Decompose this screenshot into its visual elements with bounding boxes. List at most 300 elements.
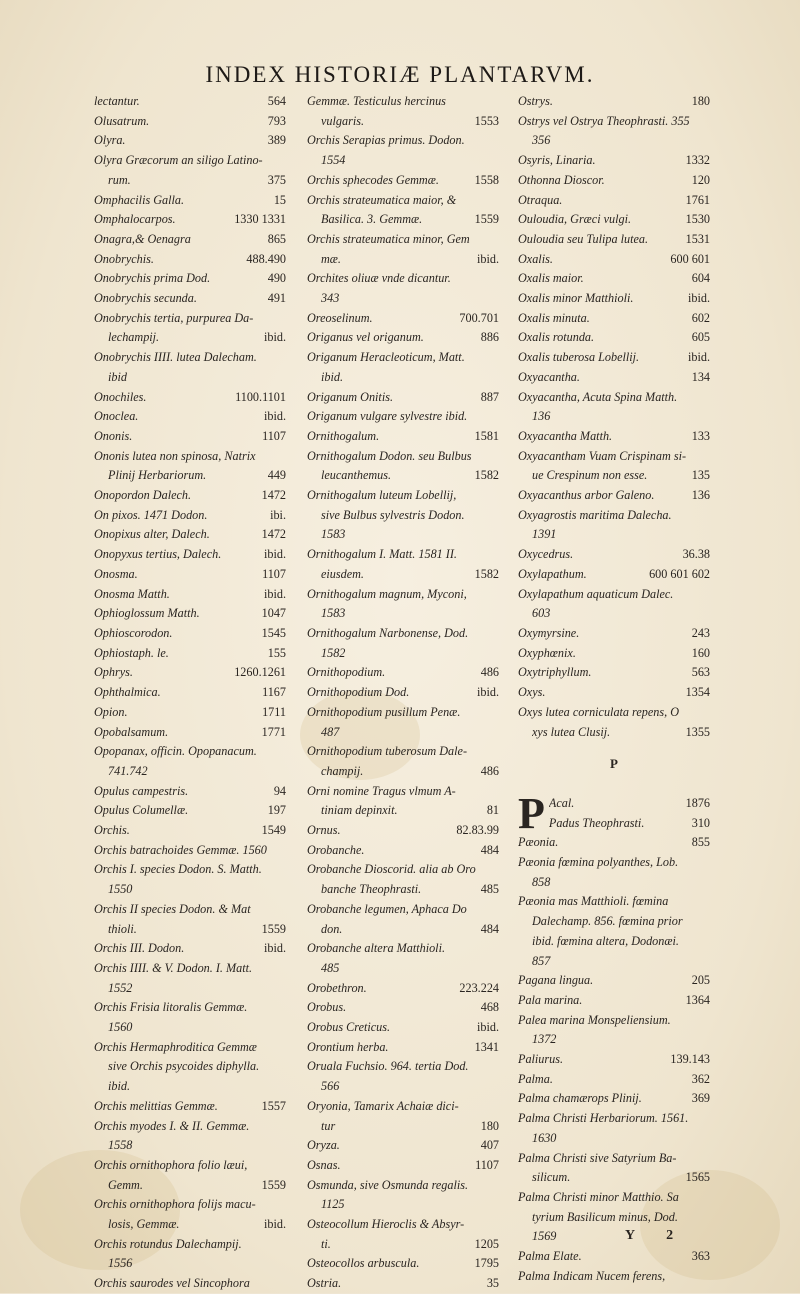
entry-text: Onoclea. (94, 409, 139, 424)
entry-page: 1771 (261, 724, 286, 739)
entry-page: 1559 (474, 212, 499, 227)
entry-page: 15 (273, 192, 286, 207)
entry-text: 1556 (108, 1256, 133, 1271)
entry-page: 486 (480, 763, 499, 778)
entry-text: tyrium Basilicum minus, Dod. (532, 1209, 678, 1224)
index-entry (307, 939, 499, 959)
index-entry (307, 821, 499, 841)
entry-text: Ophiostaph. le. (94, 645, 169, 660)
entry-page: 1549 (261, 823, 286, 838)
index-entry (307, 545, 499, 565)
index-entry (549, 814, 710, 834)
entry-page: 793 (267, 113, 286, 128)
entry-text: Opulus Columellæ. (94, 803, 189, 818)
entry-text: Otraqua. (518, 192, 563, 207)
index-entry (307, 742, 499, 762)
index-entry (307, 683, 499, 703)
index-entry (518, 565, 710, 585)
entry-text: 857 (532, 953, 551, 968)
entry-text: Orchis strateumatica maior, & (307, 192, 457, 207)
index-entry (94, 1195, 286, 1215)
entry-page: 1761 (685, 192, 710, 207)
index-entry (307, 860, 499, 880)
entry-text: Oxalis minor Matthioli. (518, 291, 634, 306)
index-entry (518, 644, 710, 664)
entry-text: Orobus. (307, 1000, 347, 1015)
entry-page: 1553 (474, 113, 499, 128)
entry-text: 485 (321, 960, 340, 975)
entry-page: 865 (267, 231, 286, 246)
entry-text: Orobus Creticus. (307, 1020, 391, 1035)
index-entry (94, 171, 286, 191)
index-entry (307, 328, 499, 348)
entry-text: Oxalis minuta. (518, 310, 590, 325)
index-entry (518, 873, 710, 893)
index-entry (94, 131, 286, 151)
entry-page: 82.83.99 (456, 823, 499, 838)
entry-text: Palma Christi Herbariorum. 1561. (518, 1111, 689, 1126)
entry-page: ibid. (263, 586, 286, 601)
entry-page: 1876 (685, 795, 710, 810)
entry-text: Orchis strateumatica minor, Gem (307, 231, 470, 246)
entry-page: ibid. (687, 350, 710, 365)
entry-text: Origanum Onitis. (307, 389, 393, 404)
entry-text: don. (321, 921, 343, 936)
entry-text: Ophioscorodon. (94, 625, 173, 640)
entry-text: Orchites oliuæ vnde dicantur. (307, 271, 451, 286)
o-entries (518, 92, 710, 742)
entry-text: Onobrychis IIII. lutea Dalecham. (94, 350, 257, 365)
entry-page: 600 601 602 (649, 566, 710, 581)
entry-text: Ornithopodium pusillum Penæ. (307, 704, 461, 719)
index-entry (94, 210, 286, 230)
entry-page: 81 (486, 803, 499, 818)
entry-text: Orchis ornithophora folio læui, (94, 1157, 248, 1172)
entry-text: Oxyacanthus arbor Galeno. (518, 488, 655, 503)
entry-page: 1558 (474, 172, 499, 187)
index-entry (94, 801, 286, 821)
index-entry (94, 427, 286, 447)
entry-page: ibid. (476, 685, 499, 700)
index-entry (518, 269, 710, 289)
index-entry (94, 1057, 286, 1077)
entry-text: Oxylapathum aquaticum Dalec. (518, 586, 674, 601)
entry-text: Ophioglossum Matth. (94, 606, 200, 621)
entry-text: sive Bulbus sylvestris Dodon. (321, 507, 465, 522)
index-entry (518, 328, 710, 348)
entry-text: Osmunda, sive Osmunda regalis. (307, 1177, 469, 1192)
entry-text: Onagra,& Oenagra (94, 231, 191, 246)
entry-text: Palma Christi minor Matthio. Sa (518, 1189, 679, 1204)
entry-text: Ophrys. (94, 665, 133, 680)
index-entry (94, 506, 286, 526)
entry-text: ibid. (321, 369, 344, 384)
index-entry (518, 447, 710, 467)
entry-text: Olyra Græcorum an siligo Latino- (94, 153, 263, 168)
entry-text: Oxyphœnix. (518, 645, 576, 660)
index-entry (518, 912, 710, 932)
entry-text: Palea marina Monspeliensium. (518, 1012, 671, 1027)
entry-page: 197 (267, 803, 286, 818)
entry-text: Orchis I. species Dodon. S. Matth. (94, 862, 262, 877)
index-entry (307, 230, 499, 250)
entry-page: 35 (486, 1276, 499, 1291)
index-entry (307, 1195, 499, 1215)
index-entry (94, 1176, 286, 1196)
entry-text: Osyris, Linaria. (518, 153, 596, 168)
entry-text: leucanthemus. (321, 468, 392, 483)
entry-text: 343 (321, 291, 340, 306)
index-entry (518, 1030, 710, 1050)
entry-page: 563 (691, 665, 710, 680)
entry-page: 484 (480, 921, 499, 936)
entry-text: mæ. (321, 251, 341, 266)
index-entry (307, 1057, 499, 1077)
entry-page: 205 (691, 973, 710, 988)
index-entry (307, 1136, 499, 1156)
entry-text: Ornithogalum Dodon. seu Bulbus (307, 448, 472, 463)
index-entry (94, 388, 286, 408)
index-entry (94, 92, 286, 112)
dropcap-letter: P (518, 788, 545, 838)
entry-text: Orchis ornithophora folijs macu- (94, 1197, 256, 1212)
entry-page: 1531 (685, 231, 710, 246)
index-entry (518, 112, 710, 132)
index-entry (518, 1267, 710, 1287)
index-entry (94, 230, 286, 250)
entry-text: Orchis Serapias primus. Dodon. (307, 133, 465, 148)
index-entry (307, 506, 499, 526)
index-entry (94, 1215, 286, 1235)
index-entry (518, 230, 710, 250)
entry-text: Ophthalmica. (94, 685, 161, 700)
entry-text: Oxalis tuberosa Lobellij. (518, 350, 640, 365)
entry-text: Gemm. (108, 1177, 143, 1192)
index-column-2 (307, 92, 499, 1294)
index-entry (518, 1070, 710, 1090)
entry-text: vulgaris. (321, 113, 364, 128)
entry-page: 1582 (474, 566, 499, 581)
entry-text: eiusdem. (321, 566, 364, 581)
entry-text: Orchis sphecodes Gemmæ. (307, 172, 439, 187)
entry-page: 369 (691, 1091, 710, 1106)
index-entry (94, 368, 286, 388)
index-entry (307, 309, 499, 329)
index-entry (307, 486, 499, 506)
index-entry (518, 289, 710, 309)
index-entry (94, 289, 286, 309)
entry-text: 1582 (321, 645, 346, 660)
index-entry (307, 900, 499, 920)
index-entry (518, 92, 710, 112)
entry-page: 1355 (685, 724, 710, 739)
index-entry (518, 723, 710, 743)
entry-page: 1047 (261, 606, 286, 621)
index-entry (518, 545, 710, 565)
entry-text: Onopixus alter, Dalech. (94, 527, 210, 542)
index-entry (307, 1097, 499, 1117)
entry-page: 133 (691, 428, 710, 443)
entry-page: 886 (480, 330, 499, 345)
index-entry (518, 892, 710, 912)
index-entry (94, 939, 286, 959)
entry-page: ibid. (476, 251, 499, 266)
entry-page: 1472 (261, 488, 286, 503)
entry-text: Ornithogalum I. Matt. 1581 II. (307, 547, 457, 562)
entry-text: Oxyacantham Vuam Crispinam si- (518, 448, 687, 463)
entry-text: Origanum Heracleoticum, Matt. (307, 350, 465, 365)
entry-text: Orchis IIII. & V. Dodon. I. Matt. (94, 960, 253, 975)
index-entry (94, 1274, 286, 1294)
entry-text: 1391 (532, 527, 557, 542)
index-entry (94, 860, 286, 880)
index-entry (307, 131, 499, 151)
entry-text: Pæonia fœmina polyanthes, Lob. (518, 855, 679, 870)
entry-text: Oxyacantha. (518, 369, 580, 384)
entry-page: 1330 1331 (234, 212, 286, 227)
entry-text: Ornithopodium Dod. (307, 685, 410, 700)
entry-page: 1557 (261, 1098, 286, 1113)
index-entry (307, 979, 499, 999)
index-entry (307, 565, 499, 585)
entry-page: 1545 (261, 625, 286, 640)
entry-text: Orni nomine Tragus vlmum A- (307, 783, 456, 798)
index-entry (518, 1089, 710, 1109)
index-entry (518, 703, 710, 723)
index-column-1 (94, 92, 286, 1294)
index-entry (94, 565, 286, 585)
entry-text: Ononis. (94, 428, 133, 443)
index-entry (307, 447, 499, 467)
index-entry (518, 1050, 710, 1070)
entry-text: Orchis II species Dodon. & Mat (94, 901, 251, 916)
index-entry (94, 920, 286, 940)
index-entry (518, 427, 710, 447)
entry-text: Onobrychis prima Dod. (94, 271, 211, 286)
entry-text: 1554 (321, 153, 346, 168)
entry-text: Onopordon Dalech. (94, 488, 192, 503)
index-entry (307, 191, 499, 211)
entry-text: champij. (321, 763, 364, 778)
entry-text: Ornus. (307, 823, 341, 838)
index-entry (94, 250, 286, 270)
entry-text: Pagana lingua. (518, 973, 594, 988)
index-entry (307, 171, 499, 191)
entry-text: Ostrys vel Ostrya Theophrasti. 355 (518, 113, 690, 128)
entry-page: 1559 (261, 921, 286, 936)
index-entry (94, 407, 286, 427)
entry-page: 1364 (685, 992, 710, 1007)
index-entry (518, 1168, 710, 1188)
index-entry (94, 742, 286, 762)
entry-page: 1582 (474, 468, 499, 483)
index-entry (94, 269, 286, 289)
index-entry (307, 525, 499, 545)
entry-text: Onosma. (94, 566, 138, 581)
entry-page: 1354 (685, 685, 710, 700)
index-entry (307, 289, 499, 309)
entry-page: ibid. (263, 409, 286, 424)
index-entry (307, 782, 499, 802)
entry-page: 1559 (261, 1177, 286, 1192)
entry-text: xys lutea Clusij. (532, 724, 611, 739)
entry-text: Opopanax, officin. Opopanacum. (94, 744, 257, 759)
index-entry (307, 1018, 499, 1038)
index-column-3 (518, 92, 710, 1286)
entry-page: 1795 (474, 1256, 499, 1271)
entry-text: Orobanche altera Matthioli. (307, 941, 445, 956)
entry-text: banche Theophrasti. (321, 882, 422, 897)
index-entry (307, 1176, 499, 1196)
index-entry (518, 683, 710, 703)
index-entry (307, 920, 499, 940)
entry-text: Opulus campestris. (94, 783, 189, 798)
entry-text: Oxyacantha Matth. (518, 428, 613, 443)
entry-text: Orobanche. (307, 842, 365, 857)
entry-text: Orchis rotundus Dalechampij. (94, 1236, 242, 1251)
index-entry (307, 1156, 499, 1176)
index-entry (307, 703, 499, 723)
index-entry (518, 368, 710, 388)
index-entry (94, 723, 286, 743)
entry-text: Orchis melittias Gemmæ. (94, 1098, 218, 1113)
index-entry (518, 309, 710, 329)
index-entry (307, 1038, 499, 1058)
entry-text: ibid. (108, 1079, 131, 1094)
index-entry (307, 269, 499, 289)
page-header: INDEX HISTORIÆ PLANTARVM. (205, 62, 595, 87)
entry-text: Paliurus. (518, 1052, 564, 1067)
section-letter-p: P (610, 756, 618, 772)
entry-text: Palma Indicam Nucem ferens, (518, 1268, 666, 1283)
index-entry (94, 683, 286, 703)
entry-text: Oxalis. (518, 251, 553, 266)
entry-page: 485 (480, 882, 499, 897)
entry-page: 134 (691, 369, 710, 384)
entry-page: 1341 (474, 1039, 499, 1054)
index-entry (518, 388, 710, 408)
index-entry (518, 407, 710, 427)
entry-text: Pala marina. (518, 992, 583, 1007)
index-entry (94, 959, 286, 979)
entry-page: ibid. (687, 291, 710, 306)
p-entries (518, 833, 710, 1286)
entry-text: 487 (321, 724, 340, 739)
entry-text: tur (321, 1118, 336, 1133)
entry-text: losis, Gemmæ. (108, 1217, 180, 1232)
entry-page: 1581 (474, 428, 499, 443)
entry-text: Oryza. (307, 1138, 340, 1153)
entry-text: Orobethron. (307, 980, 367, 995)
entry-text: ti. (321, 1236, 331, 1251)
entry-page: 94 (273, 783, 286, 798)
entry-text: Basilica. 3. Gemmæ. (321, 212, 423, 227)
entry-page: 407 (480, 1138, 499, 1153)
entry-text: 136 (532, 409, 551, 424)
index-entry (94, 604, 286, 624)
entry-text: Origanus vel origanum. (307, 330, 424, 345)
index-entry (94, 1235, 286, 1255)
index-entry (518, 348, 710, 368)
entry-text: Oruala Fuchsio. 964. tertia Dod. (307, 1059, 469, 1074)
entry-text: Olyra. (94, 133, 126, 148)
index-entry (94, 112, 286, 132)
index-entry (307, 801, 499, 821)
entry-text: Orchis Hermaphroditica Gemmæ (94, 1039, 257, 1054)
entry-page: 375 (267, 172, 286, 187)
entry-page: 1107 (262, 566, 286, 581)
index-entry (518, 466, 710, 486)
index-entry (307, 644, 499, 664)
entry-text: Oxyacantha, Acuta Spina Matth. (518, 389, 678, 404)
entry-page: 602 (691, 310, 710, 325)
index-entry (518, 486, 710, 506)
index-entry (307, 348, 499, 368)
index-entry (518, 585, 710, 605)
entry-page: 310 (691, 815, 710, 830)
index-entry (94, 762, 286, 782)
entry-page: 36.38 (682, 547, 710, 562)
index-entry (94, 1097, 286, 1117)
entry-text: Ouloudia, Græci vulgi. (518, 212, 632, 227)
entry-text: Origanum vulgare sylvestre ibid. (307, 409, 468, 424)
entry-text: 1558 (108, 1138, 133, 1153)
index-entry (518, 604, 710, 624)
entry-text: Pæonia. (518, 835, 559, 850)
entry-page: 1167 (262, 685, 286, 700)
index-entry (307, 624, 499, 644)
entry-text: lectantur. (94, 94, 140, 108)
entry-page: 486 (480, 665, 499, 680)
entry-page: 491 (267, 291, 286, 306)
index-entry (307, 250, 499, 270)
index-entry (307, 466, 499, 486)
entry-text: 1630 (532, 1130, 557, 1145)
entry-page: 223.224 (459, 980, 499, 995)
index-entry (94, 782, 286, 802)
index-entry (518, 1188, 710, 1208)
entry-text: ibid (108, 369, 127, 384)
entry-text: Orchis saurodes vel Sincophora (94, 1276, 250, 1291)
entry-text: Omphalocarpos. (94, 212, 176, 227)
entry-page: 1107 (262, 428, 286, 443)
entry-text: Orchis myodes I. & II. Gemmæ. (94, 1118, 250, 1133)
index-entry (94, 348, 286, 368)
index-entry (94, 447, 286, 467)
entry-text: sive Orchis psycoides diphylla. (108, 1059, 260, 1074)
index-entry (94, 1117, 286, 1137)
entry-text: Omphacilis Galla. (94, 192, 185, 207)
entry-text: Acal. (548, 795, 575, 810)
entry-text: Onobrychis. (94, 251, 154, 266)
entry-page: 604 (691, 271, 710, 286)
index-entry (518, 932, 710, 952)
dropcap-text-lines (549, 794, 710, 833)
index-entry (307, 407, 499, 427)
entry-text: Padus Theophrasti. (548, 815, 645, 830)
index-entry (307, 585, 499, 605)
entry-text: Oryonia, Tamarix Achaiæ dici- (307, 1098, 459, 1113)
index-entry (307, 959, 499, 979)
index-entry (307, 998, 499, 1018)
index-entry (94, 151, 286, 171)
entry-text: Gemmæ. Testiculus hercinus (307, 94, 446, 108)
index-entry (307, 427, 499, 447)
entry-text: Oxymyrsine. (518, 625, 580, 640)
entry-text: Palma chamærops Plinij. (518, 1091, 642, 1106)
entry-text: lechampij. (108, 330, 160, 345)
index-entry (94, 979, 286, 999)
